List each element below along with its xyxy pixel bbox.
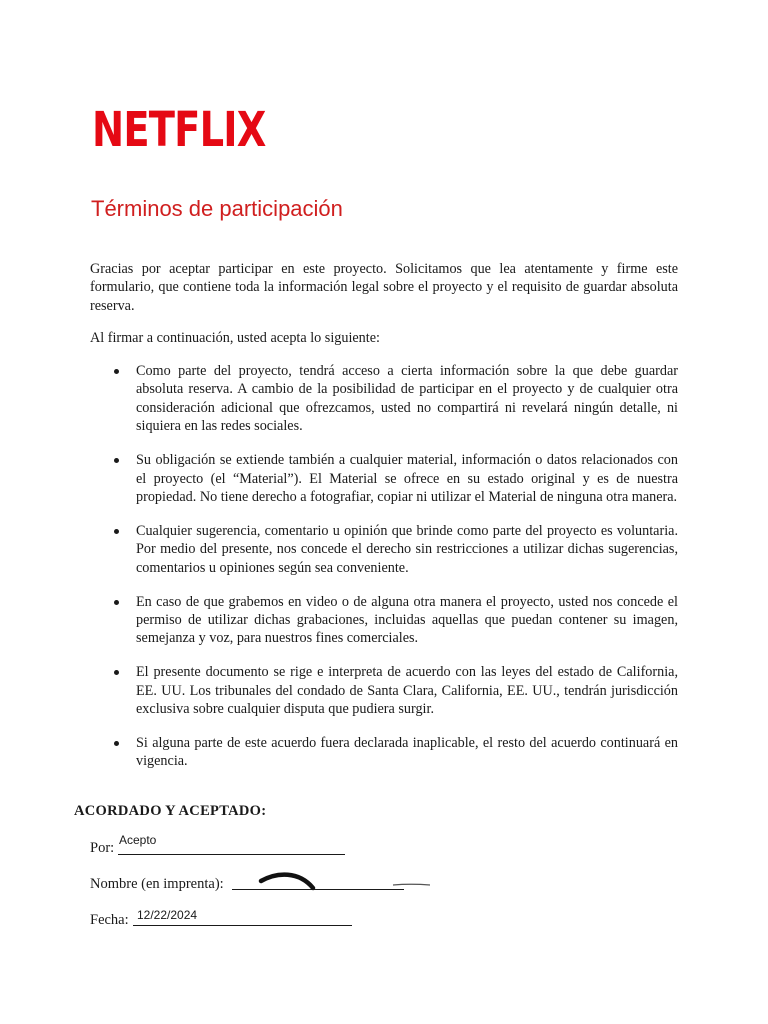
terms-list <box>90 362 678 786</box>
bullet-icon <box>114 600 119 605</box>
bullet-icon <box>114 369 119 374</box>
by-label: Por: <box>90 840 115 856</box>
name-label: Nombre (en imprenta): <box>90 876 224 892</box>
bullet-icon <box>114 741 119 746</box>
bullet-icon <box>114 458 119 463</box>
netflix-logo: NETFLIX <box>92 102 266 158</box>
term-text: Como parte del proyecto, tendrá acceso a cierta información sobre la que debe guardar absoluta reserva. A cambio de la posibilidad de participar en el proyecto y de cualquier otra consideración adicional que ofrezcamos, usted no compartirá ni revelará ningún detalle, ni siquiera en las redes sociales. <box>136 363 678 435</box>
term-text: Cualquier sugerencia, comentario u opinión que brinde como parte del proyecto es voluntaria. Por medio del presente, nos concede el derecho sin restricciones a utilizar dichas sugerencias, comentarios u opiniones según sea conveniente. <box>136 522 678 576</box>
page-title: Términos de participación <box>91 196 343 221</box>
by-signature-line <box>118 854 345 855</box>
intro-paragraph: Gracias por aceptar participar en este proyecto. Solicitamos que lea atentamente y firme este formulario, que contiene toda la información legal sobre el proyecto y el requisito de guardar absoluta reserva. <box>90 261 678 314</box>
term-text: Si alguna parte de este acuerdo fuera declarada inaplicable, el resto del acuerdo continuará en vigencia. <box>136 735 678 770</box>
term-item <box>90 663 678 718</box>
date-field[interactable]: 12/22/2024 <box>137 908 198 922</box>
term-item <box>90 593 678 648</box>
term-item <box>90 362 678 436</box>
agreement-heading: ACORDADO Y ACEPTADO: <box>74 803 267 819</box>
date-label: Fecha: <box>90 912 129 928</box>
term-text: El presente documento se rige e interpreta de acuerdo con las leyes del estado de California, EE. UU. Los tribunales del condado de Santa Clara, California, EE. UU., tendrán jurisdicción exclusiva sobre cualquier disputa que pudiera surgir. <box>136 664 678 718</box>
by-field[interactable]: Acepto <box>119 833 157 847</box>
term-text: Su obligación se extiende también a cualquier material, información o datos relacionados con el proyecto (el “Material”). El Material se ofrece en su estado original y es de nuestra propiedad. No tiene derecho a fotografiar, copiar ni utilizar el Material de ninguna otra manera. <box>136 452 678 505</box>
bullet-icon <box>114 670 119 675</box>
term-item <box>90 734 678 771</box>
handwritten-signature-mark <box>255 868 435 892</box>
term-text: En caso de que grabemos en video o de alguna otra manera el proyecto, usted nos concede el permiso de utilizar dichas grabaciones, incluidas aquellas que puedan contener su imagen, semejanza y voz, para nuestros fines comerciales. <box>136 593 678 647</box>
bullet-icon <box>114 529 119 534</box>
term-item <box>90 522 678 577</box>
term-item <box>90 451 678 506</box>
lead-paragraph: Al firmar a continuación, usted acepta lo siguiente: <box>90 330 380 346</box>
date-signature-line <box>133 925 352 926</box>
